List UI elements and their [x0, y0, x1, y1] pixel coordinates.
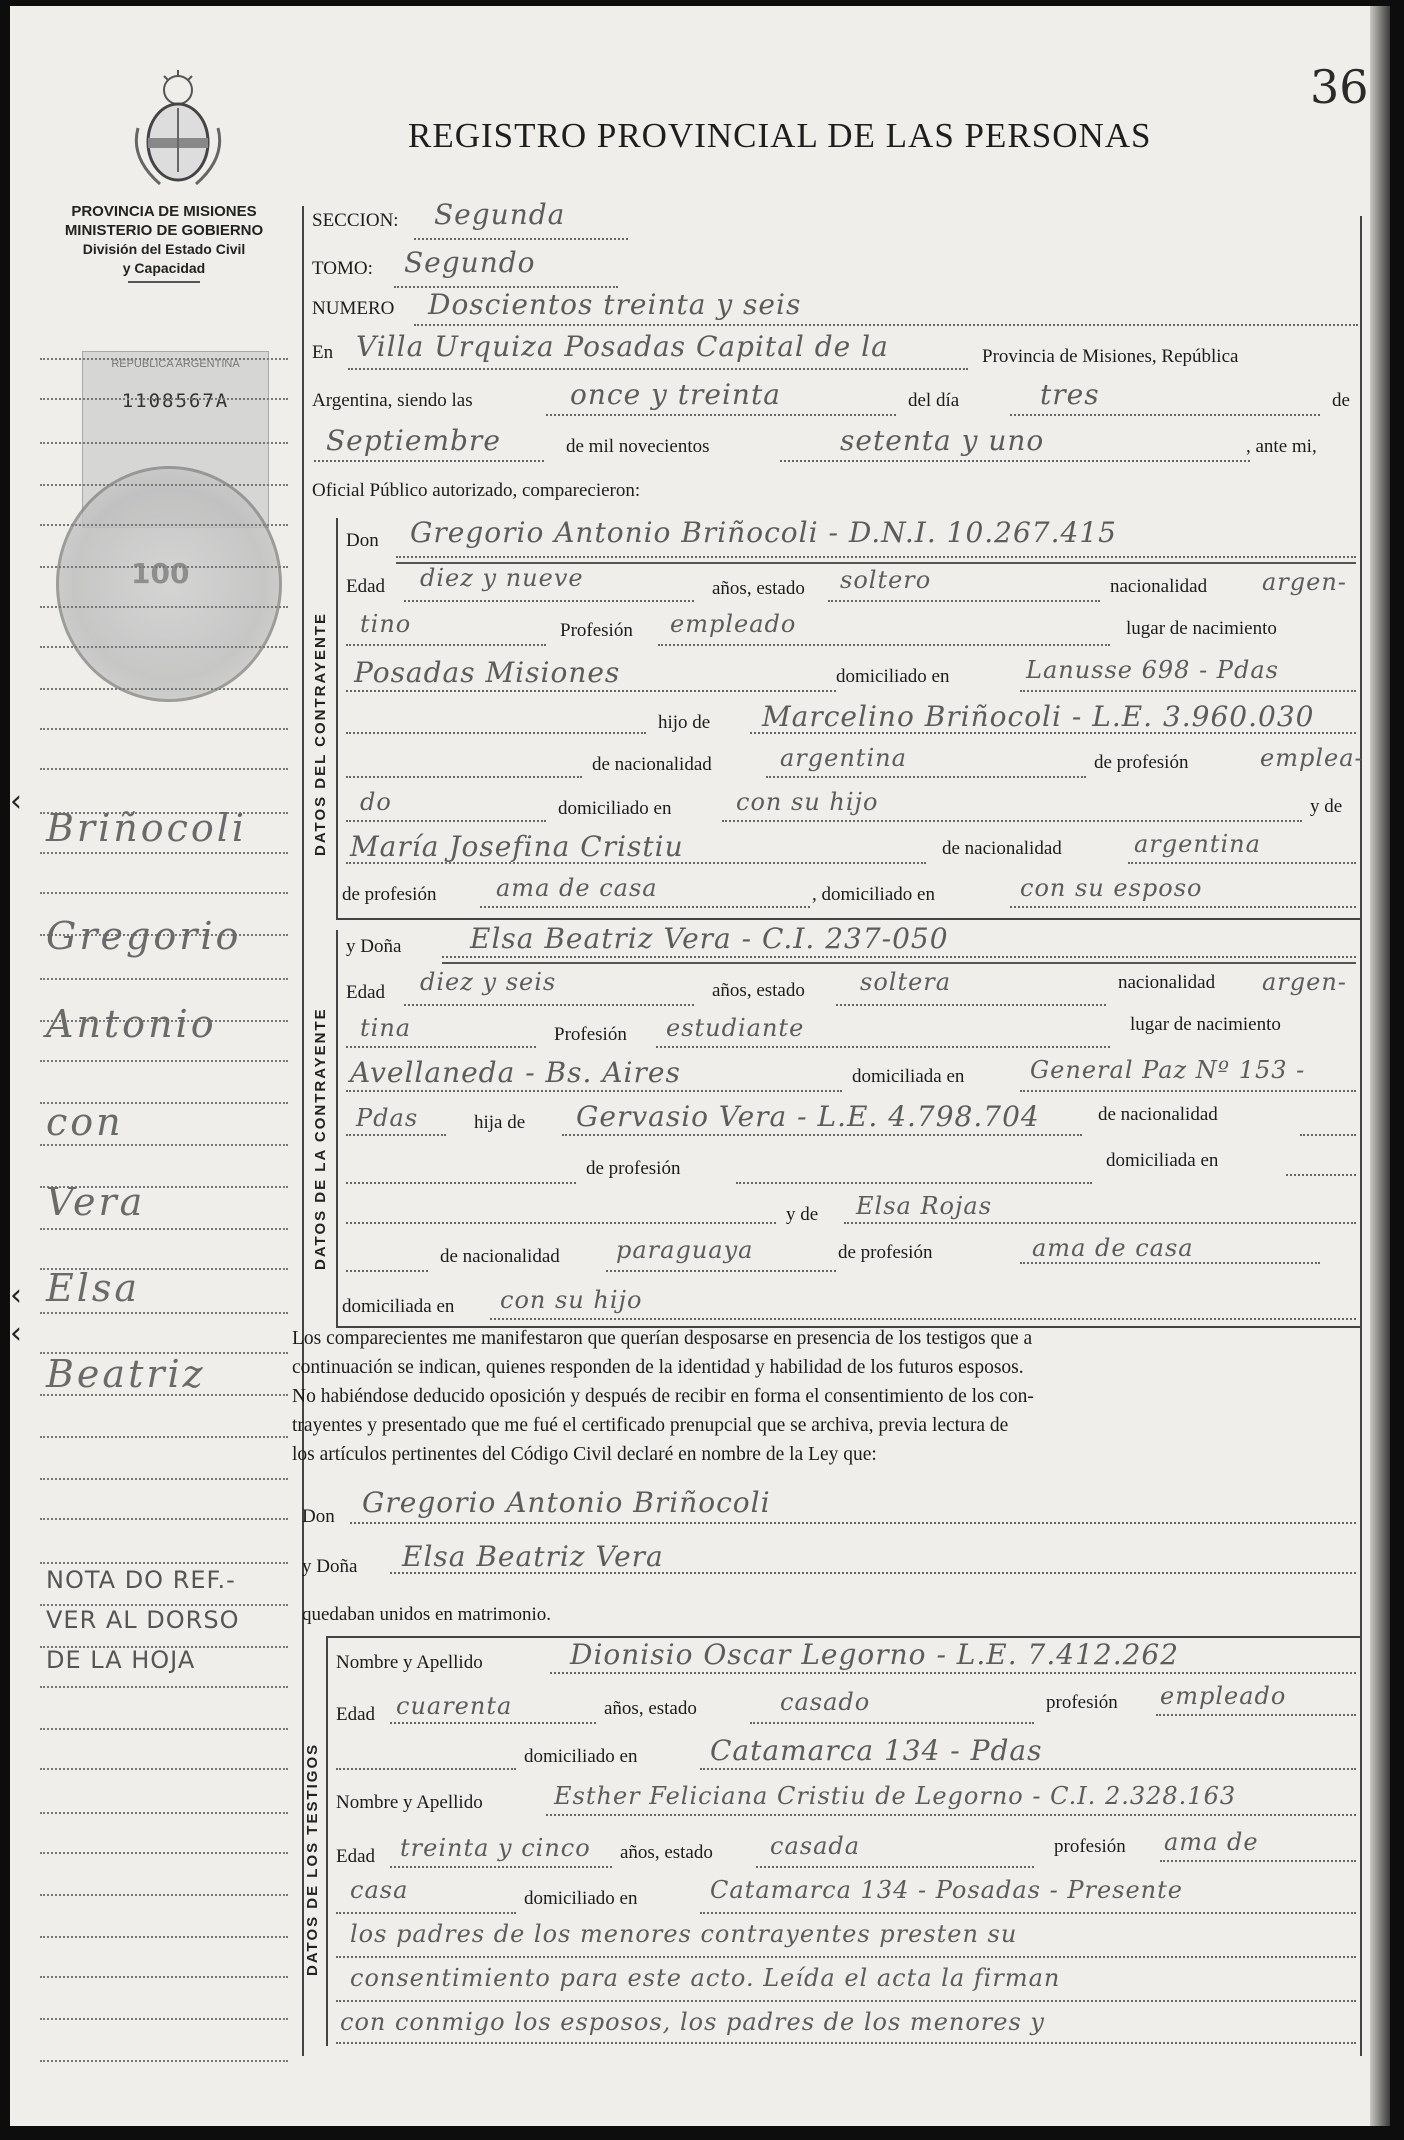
lugar-nacimiento-value: Posadas Misiones — [354, 656, 621, 689]
anos-estado-label: años, estado — [712, 980, 805, 1001]
oficial-text: Oficial Público autorizado, comparecieron: — [312, 480, 641, 501]
profesion-value: empleado — [670, 610, 797, 638]
seccion-value: Segunda — [434, 198, 566, 231]
don-label: Don — [346, 530, 379, 551]
padre-nacionalidad-value: argentina — [780, 744, 907, 772]
contrayente-side-label: DATOS DE LA CONTRAYENTE — [312, 1007, 329, 1270]
nacionalidad-value-cont: tina — [360, 1014, 412, 1042]
margin-entry: con — [46, 1100, 124, 1144]
testigo1-nombre-label: Nombre y Apellido — [336, 1652, 483, 1673]
profesion-label: Profesión — [554, 1024, 627, 1045]
en-label: En — [312, 342, 334, 363]
lugar-value: Villa Urquiza Posadas Capital de la — [356, 330, 889, 363]
madre-domicilio-value: con su hijo — [500, 1286, 643, 1314]
madre-nacionalidad-label: de nacionalidad — [440, 1246, 560, 1267]
official-seal — [56, 466, 282, 702]
y-de-label: y de — [786, 1204, 819, 1225]
dia-value: tres — [1040, 378, 1100, 411]
union-dona-label: y Doña — [302, 1556, 358, 1577]
madre-domicilio-label: domiciliada en — [342, 1296, 455, 1317]
padre-profesion-label: de profesión — [1094, 752, 1189, 773]
domiciliado-label: domiciliado en — [836, 666, 950, 687]
testigo2-domicilio-label: domiciliado en — [524, 1888, 638, 1909]
lugar-nacimiento-label: lugar de nacimiento — [1126, 618, 1277, 639]
margin-entry: Beatriz — [46, 1352, 206, 1396]
stamp-serial: 1108567A — [121, 390, 230, 412]
edad-label: Edad — [346, 982, 386, 1003]
padre-domicilio-label: domiciliada en — [1106, 1150, 1219, 1171]
testigo1-edad-label: Edad — [336, 1704, 376, 1725]
de-label: de — [1332, 390, 1350, 411]
padre-profesion-label: de profesión — [586, 1158, 681, 1179]
testigo1-name: Dionisio Oscar Legorno - L.E. 7.412.262 — [570, 1638, 1180, 1671]
margin-entry: Antonio — [46, 1002, 217, 1046]
anos-estado-label: años, estado — [712, 578, 805, 599]
margin-note: DE LA HOJA — [46, 1646, 196, 1674]
contrayente-name: Elsa Beatriz Vera - C.I. 237-050 — [470, 922, 949, 955]
madre-domicilio-label: , domiciliado en — [812, 884, 935, 905]
madre-name: María Josefina Cristiu — [350, 830, 684, 863]
mil-label: de mil novecientos — [566, 436, 710, 457]
margin-entry: Briñocoli — [46, 806, 248, 850]
testigo2-name: Esther Feliciana Cristiu de Legorno - C.I. 2.328.163 — [554, 1782, 1237, 1810]
tomo-value: Segundo — [404, 246, 536, 279]
padre-name: Marcelino Briñocoli - L.E. 3.960.030 — [762, 700, 1315, 733]
edad-value: diez y nueve — [420, 564, 584, 592]
ante-mi-text: , ante mi, — [1246, 436, 1317, 457]
nacionalidad-value-cont: tino — [360, 610, 412, 638]
anio-value: setenta y uno — [840, 424, 1045, 457]
tomo-label: TOMO: — [312, 258, 373, 279]
y-de-label: y de — [1310, 796, 1343, 817]
testigo1-anos-estado-label: años, estado — [604, 1698, 697, 1719]
padre-name: Gervasio Vera - L.E. 4.798.704 — [576, 1100, 1040, 1133]
madre-nacionalidad-label: de nacionalidad — [942, 838, 1062, 859]
quedaban-text: quedaban unidos en matrimonio. — [302, 1604, 552, 1625]
nacionalidad-label: nacionalidad — [1118, 972, 1216, 993]
padre-domicilio-label: domiciliado en — [558, 798, 672, 819]
testigo2-domicilio: Catamarca 134 - Posadas - Presente — [710, 1876, 1183, 1904]
provincia-text: Provincia de Misiones, República — [982, 346, 1239, 367]
edad-label: Edad — [346, 576, 386, 597]
division-name-2: y Capacidad — [122, 260, 206, 276]
coat-of-arms-icon — [130, 68, 226, 192]
padre-profesion-value: emplea- — [1260, 744, 1364, 772]
testigo2-profesion: ama de — [1164, 1828, 1259, 1856]
edad-value: diez y seis — [420, 968, 557, 996]
argentina-text: Argentina, siendo las — [312, 390, 473, 411]
testigo1-domicilio-label: domiciliado en — [524, 1746, 638, 1767]
domicilio-value-cont: Pdas — [356, 1104, 419, 1132]
del-dia-label: del día — [908, 390, 960, 411]
contrayente-side-label: DATOS DEL CONTRAYENTE — [312, 612, 329, 856]
profesion-value: estudiante — [666, 1014, 805, 1042]
padre-nacionalidad-label: de nacionalidad — [1098, 1104, 1218, 1125]
madre-profesion-value: ama de casa — [496, 874, 658, 902]
margin-entry: Elsa — [46, 1266, 141, 1310]
page-number: 36 — [1310, 60, 1369, 114]
testigo1-edad: cuarenta — [396, 1692, 513, 1720]
domicilio-value: Lanusse 698 - Pdas — [1026, 656, 1279, 684]
paragraph-line: No habiéndose deducido oposición y después de recibir en forma el consentimiento de los con- — [292, 1386, 1034, 1407]
province-name: PROVINCIA DE MISIONES — [71, 203, 257, 220]
domicilio-value: General Paz Nº 153 - — [1030, 1056, 1306, 1084]
union-don-value: Gregorio Antonio Briñocoli — [362, 1486, 771, 1519]
seal-value: 100 — [131, 557, 190, 590]
margin-note: VER AL DORSO — [46, 1606, 240, 1634]
testigo1-estado: casado — [780, 1688, 871, 1716]
seccion-label: SECCION: — [312, 210, 399, 231]
madre-profesion-label: de profesión — [838, 1242, 933, 1263]
declaration-paragraph — [292, 1324, 1372, 1469]
paragraph-line: trayentes y presentado que me fué el certificado prenupcial que se archiva, previa lectura de — [292, 1415, 1009, 1436]
dona-label: y Doña — [346, 936, 402, 957]
hijo-de-label: hijo de — [658, 712, 711, 733]
closing-note-line: con conmigo los esposos, los padres de los menores y — [340, 2008, 1045, 2036]
numero-value: Doscientos treinta y seis — [428, 288, 802, 321]
nacionalidad-value: argen- — [1262, 568, 1347, 596]
madre-domicilio-value: con su esposo — [1020, 874, 1203, 902]
division-name: División del Estado Civil — [82, 241, 246, 257]
mes-value: Septiembre — [326, 424, 501, 457]
padre-domicilio-value: con su hijo — [736, 788, 879, 816]
paragraph-line: continuación se indican, quienes responden de la identidad y habilidad de los futuros esposos. — [292, 1357, 1024, 1378]
contrayente-name: Gregorio Antonio Briñocoli - D.N.I. 10.267.415 — [410, 516, 1117, 549]
page-title: REGISTRO PROVINCIAL DE LAS PERSONAS — [408, 116, 1152, 155]
nacionalidad-label: nacionalidad — [1110, 576, 1208, 597]
ministry-name: MINISTERIO DE GOBIERNO — [64, 222, 264, 239]
testigo2-anos-estado-label: años, estado — [620, 1842, 713, 1863]
union-dona-value: Elsa Beatriz Vera — [402, 1540, 664, 1573]
madre-profesion-value: ama de casa — [1032, 1234, 1194, 1262]
estado-value: soltera — [860, 968, 952, 996]
padre-nacionalidad-label: de nacionalidad — [592, 754, 712, 775]
margin-tick-mark: ‹ — [10, 1316, 22, 1351]
testigo2-edad-label: Edad — [336, 1846, 376, 1867]
profesion-label: Profesión — [560, 620, 633, 641]
padre-profesion-cont: do — [360, 788, 392, 816]
document-page — [10, 6, 1390, 2126]
madre-nacionalidad-value: argentina — [1134, 830, 1261, 858]
testigo2-profesion-cont: casa — [350, 1876, 409, 1904]
madre-profesion-label: de profesión — [342, 884, 437, 905]
testigos-side-label: DATOS DE LOS TESTIGOS — [304, 1742, 321, 1976]
book-spine — [1370, 6, 1390, 2126]
margin-tick-mark: ‹ — [10, 1278, 22, 1313]
hija-de-label: hija de — [474, 1112, 526, 1133]
paragraph-line: los artículos pertinentes del Código Civil declaré en nombre de la Ley que: — [292, 1444, 877, 1465]
paragraph-line: Los comparecientes me manifestaron que querían desposarse en presencia de los testigos que a — [292, 1328, 1033, 1349]
testigo2-nombre-label: Nombre y Apellido — [336, 1792, 483, 1813]
closing-note-line: consentimiento para este acto. Leída el acta la firman — [350, 1964, 1061, 1992]
madre-nacionalidad-value: paraguaya — [616, 1236, 754, 1264]
lugar-nacimiento-label: lugar de nacimiento — [1130, 1014, 1281, 1035]
margin-note: NOTA DO REF.- — [46, 1566, 236, 1594]
testigo1-domicilio: Catamarca 134 - Pdas — [710, 1734, 1043, 1767]
margin-entry: Gregorio — [46, 914, 242, 958]
lugar-nacimiento-value: Avellaneda - Bs. Aires — [350, 1056, 681, 1089]
hora-value: once y treinta — [570, 378, 781, 411]
closing-note-line: los padres de los menores contrayentes presten su — [350, 1920, 1018, 1948]
madre-name: Elsa Rojas — [856, 1192, 993, 1220]
union-don-label: Don — [302, 1506, 335, 1527]
issuing-authority — [30, 202, 298, 283]
domiciliada-label: domiciliada en — [852, 1066, 965, 1087]
testigo2-profesion-label: profesión — [1054, 1836, 1126, 1857]
testigo2-edad: treinta y cinco — [400, 1834, 591, 1862]
estado-value: soltero — [840, 566, 932, 594]
testigo1-profesion: empleado — [1160, 1682, 1287, 1710]
testigo2-estado: casada — [770, 1832, 861, 1860]
testigo1-profesion-label: profesión — [1046, 1692, 1118, 1713]
nacionalidad-value: argen- — [1262, 968, 1347, 996]
numero-label: NUMERO — [312, 298, 395, 319]
margin-tick-mark: ‹ — [10, 784, 22, 819]
stamp-caption: REPUBLICA ARGENTINA — [111, 358, 240, 370]
margin-entry: Vera — [46, 1180, 146, 1224]
